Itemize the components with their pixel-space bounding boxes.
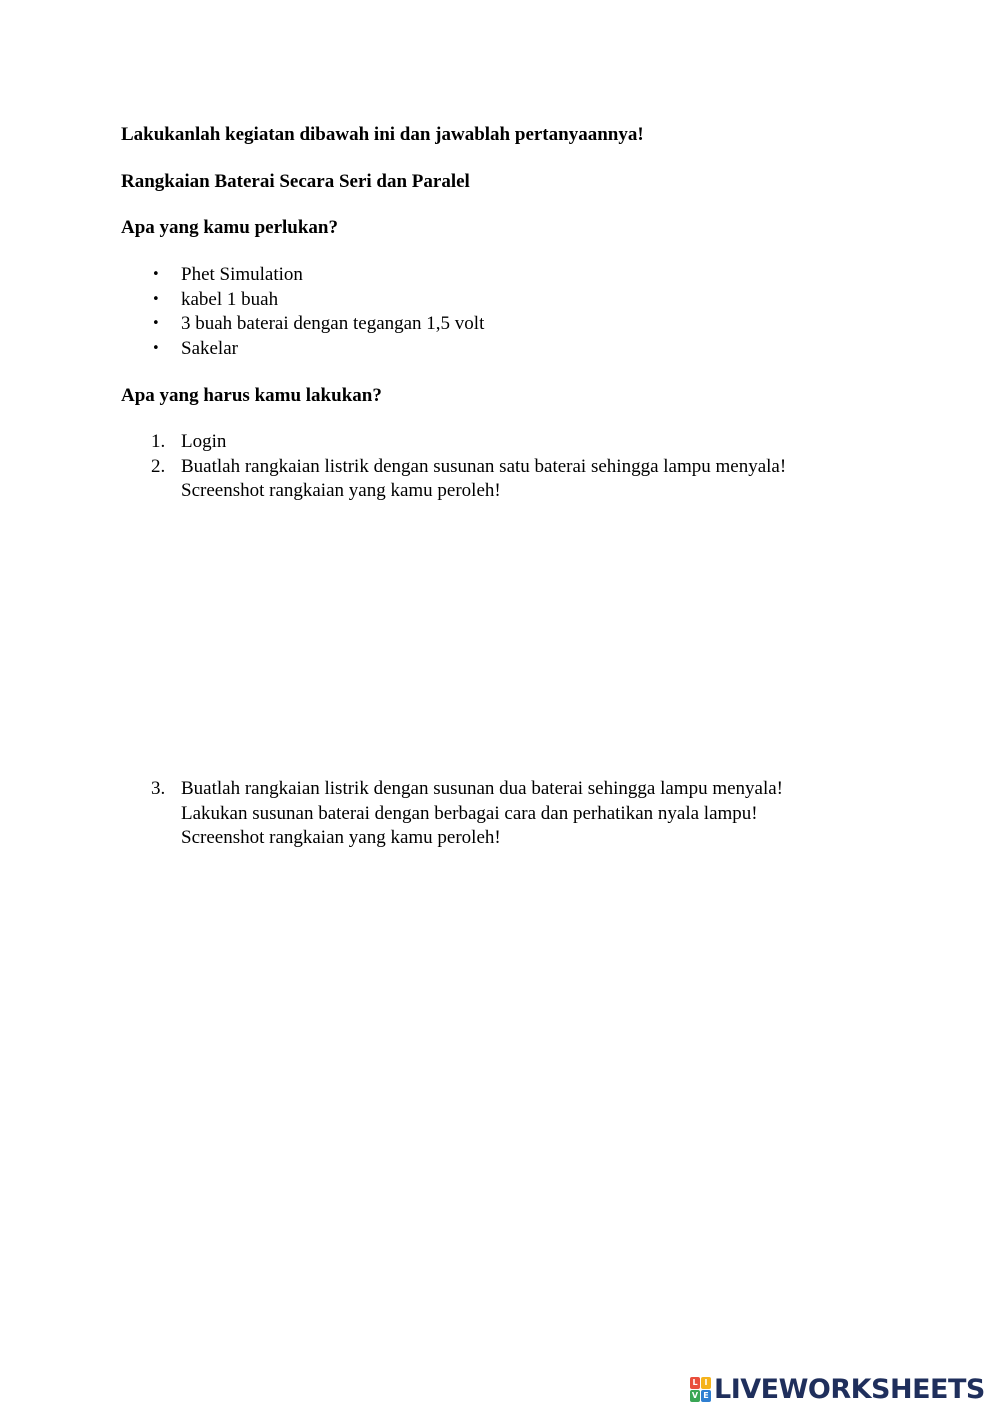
- steps-heading: Apa yang harus kamu lakukan?: [121, 385, 382, 406]
- logo-tile-e: E: [701, 1390, 711, 1402]
- logo-tile-l: L: [690, 1377, 700, 1389]
- step-text: Login: [181, 431, 227, 452]
- bullet-icon: •: [152, 316, 160, 331]
- step-text: Screenshot rangkaian yang kamu peroleh!: [181, 480, 501, 501]
- needs-item-label: Sakelar: [181, 337, 238, 359]
- bullet-icon: •: [152, 267, 160, 282]
- needs-item-label: Phet Simulation: [181, 264, 303, 285]
- step-item: [121, 430, 786, 455]
- step-item: [121, 777, 783, 851]
- bullet-icon: •: [152, 340, 160, 356]
- needs-item-label: 3 buah baterai dengan tegangan 1,5 volt: [181, 313, 485, 334]
- list-item: [121, 263, 484, 288]
- step-text: Buatlah rangkaian listrik dengan susunan dua baterai sehingga lampu menyala!: [181, 778, 784, 799]
- step-text: Lakukan susunan baterai dengan berbagai cara dan perhatikan nyala lampu!: [181, 802, 758, 824]
- steps-list: [121, 430, 786, 504]
- needs-list: [121, 263, 484, 361]
- list-item: [121, 312, 484, 337]
- logo-tile-v: V: [691, 1390, 699, 1400]
- step-number: 3.: [151, 778, 166, 799]
- list-item: [121, 288, 484, 313]
- steps-list-continued: [121, 777, 783, 851]
- bullet-icon: •: [152, 291, 160, 307]
- step-text: Screenshot rangkaian yang kamu peroleh!: [181, 827, 501, 848]
- liveworksheets-logo: [690, 1374, 985, 1404]
- liveworksheets-logo-text: LIVEWORKSHEETS: [714, 1373, 985, 1405]
- instruction-heading: Lakukanlah kegiatan dibawah ini dan jawablah pertanyaannya!: [121, 124, 644, 145]
- logo-tile-i: I: [701, 1377, 711, 1389]
- step-number: 1.: [151, 431, 166, 452]
- needs-item-label: kabel 1 buah: [181, 288, 279, 310]
- step-item: [121, 455, 786, 504]
- list-item: [121, 337, 484, 362]
- step-text: Buatlah rangkaian listrik dengan susunan satu baterai sehingga lampu menyala!: [181, 455, 787, 477]
- liveworksheets-logo-icon: [690, 1377, 711, 1402]
- needs-heading: Apa yang kamu perlukan?: [121, 217, 338, 238]
- worksheet-title: Rangkaian Baterai Secara Seri dan Paralel: [121, 171, 470, 192]
- step-number: 2.: [151, 455, 166, 477]
